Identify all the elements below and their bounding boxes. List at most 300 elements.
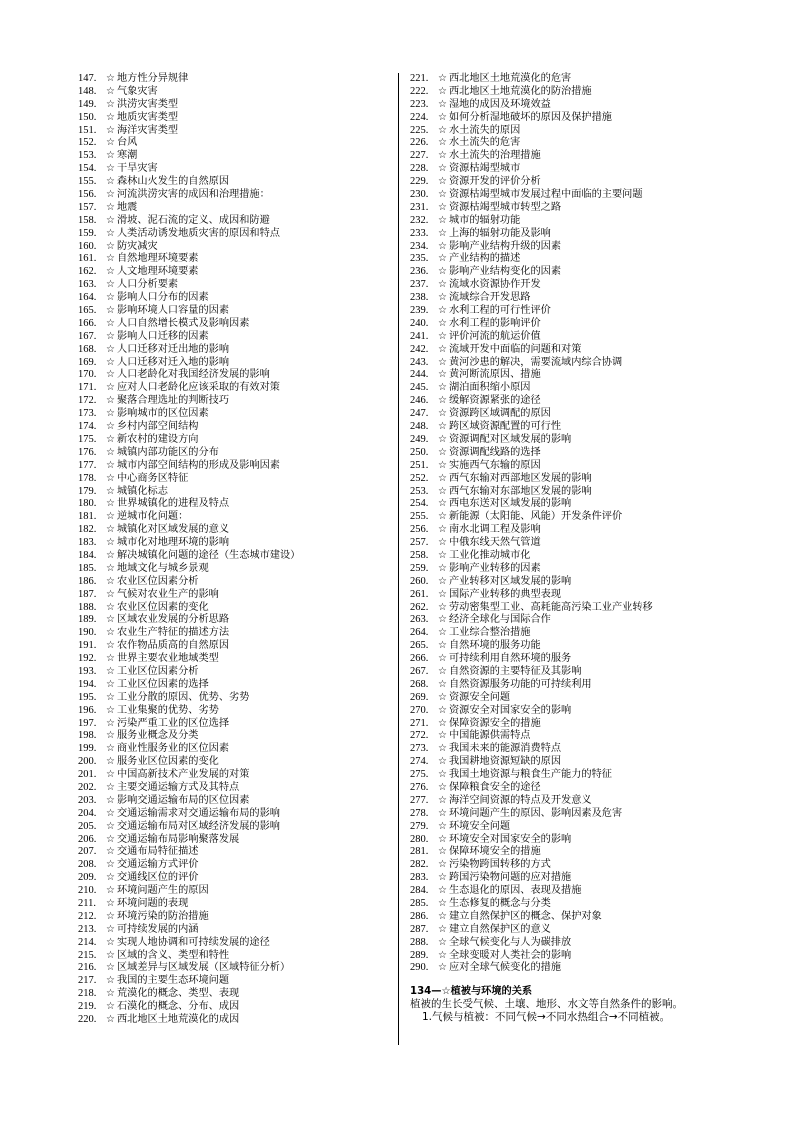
- item-text: 聚落合理选址的判断技巧: [117, 395, 230, 407]
- item-number: 237.: [410, 279, 429, 291]
- star-icon: ☆: [438, 150, 447, 162]
- item-number: 288.: [410, 936, 429, 948]
- item-text: 保障资源安全的措施: [449, 717, 541, 729]
- item-number: 222.: [410, 85, 429, 97]
- list-item: [410, 292, 740, 305]
- star-icon: ☆: [106, 498, 115, 510]
- star-icon: ☆: [438, 575, 447, 587]
- list-item: [78, 266, 396, 279]
- item-text: 如何分析湿地破坏的原因及保护措施: [449, 111, 612, 123]
- item-number: 203.: [78, 794, 97, 806]
- item-text: 工业集聚的优势、劣势: [117, 704, 219, 716]
- item-number: 182.: [78, 524, 97, 536]
- item-text: 可持续利用自然环境的服务: [449, 653, 572, 665]
- list-item: [410, 834, 740, 847]
- star-icon: ☆: [438, 395, 447, 407]
- item-number: 167.: [78, 330, 97, 342]
- list-item: [78, 86, 396, 99]
- star-icon: ☆: [106, 305, 115, 317]
- item-text: 区域差异与区域发展（区域特征分析）: [117, 962, 291, 974]
- item-number: 287.: [410, 923, 429, 935]
- item-text: 城镇化对区域发展的意义: [117, 524, 230, 536]
- item-number: 285.: [410, 898, 429, 909]
- item-number: 262.: [410, 601, 429, 613]
- item-text: 南水北调工程及影响: [449, 524, 541, 536]
- star-icon: ☆: [438, 923, 447, 935]
- item-text: 人文地理环境要素: [117, 266, 199, 278]
- item-number: 209.: [78, 872, 97, 884]
- star-icon: ☆: [106, 343, 115, 355]
- item-text: 国际产业转移的典型表现: [449, 588, 562, 600]
- item-text: 西气东输对东部地区发展的影响: [449, 485, 592, 497]
- star-icon: ☆: [438, 794, 447, 806]
- star-icon: ☆: [106, 85, 115, 97]
- item-text: 生态退化的原因、表现及措施: [449, 885, 582, 897]
- list-item: [410, 653, 740, 666]
- item-text: 地震: [117, 201, 138, 213]
- list-item: [78, 962, 396, 975]
- list-item: [410, 898, 740, 911]
- list-item: [410, 125, 740, 138]
- item-number: 156.: [78, 189, 97, 201]
- star-icon: ☆: [438, 756, 447, 768]
- item-number: 169.: [78, 356, 97, 368]
- star-icon: ☆: [106, 395, 115, 407]
- item-number: 229.: [410, 176, 429, 188]
- list-item: [78, 705, 396, 718]
- item-text: 产业结构的描述: [449, 253, 521, 265]
- item-number: 242.: [410, 343, 429, 355]
- star-icon: ☆: [106, 975, 115, 987]
- item-text: 黄河断流原因、措施: [449, 369, 541, 381]
- item-text: 资源调配线路的选择: [449, 446, 541, 458]
- list-item: [78, 975, 396, 988]
- star-icon: ☆: [106, 756, 115, 768]
- item-text: 西北地区土地荒漠化的危害: [449, 73, 572, 84]
- list-item: [410, 937, 740, 950]
- list-item: [410, 795, 740, 808]
- item-text: 世界城镇化的进程及特点: [117, 498, 230, 510]
- item-text: 服务业区位因素的变化: [117, 756, 219, 768]
- star-icon: ☆: [438, 691, 447, 703]
- star-icon: ☆: [438, 769, 447, 781]
- star-icon: ☆: [438, 537, 447, 549]
- item-number: 171.: [78, 382, 97, 394]
- list-item: [410, 589, 740, 602]
- list-item: [410, 614, 740, 627]
- item-number: 207.: [78, 846, 97, 858]
- list-item: [78, 911, 396, 924]
- item-text: 主要交通运输方式及其特点: [117, 781, 240, 793]
- star-icon: ☆: [438, 472, 447, 484]
- item-number: 151.: [78, 124, 97, 136]
- item-text: 资源枯竭型城市转型之路: [449, 201, 562, 213]
- star-icon: ☆: [438, 601, 447, 613]
- star-icon: ☆: [438, 382, 447, 394]
- list-item: [78, 137, 396, 150]
- list-item: [410, 718, 740, 731]
- list-item: [78, 589, 396, 602]
- item-text: 资源安全问题: [449, 691, 511, 703]
- star-icon: ☆: [438, 962, 447, 974]
- item-text: 城市的辐射功能: [449, 214, 521, 226]
- item-number: 226.: [410, 137, 429, 149]
- item-text: 资源跨区域调配的原因: [449, 408, 551, 420]
- star-icon: ☆: [438, 949, 447, 961]
- list-item: [78, 718, 396, 731]
- star-icon: ☆: [106, 214, 115, 226]
- star-icon: ☆: [106, 936, 115, 948]
- star-icon: ☆: [438, 369, 447, 381]
- star-icon: ☆: [106, 446, 115, 458]
- section-body: 植被的生长受气候、土壤、地形、水文等自然条件的影响。: [410, 998, 683, 1011]
- item-number: 185.: [78, 562, 97, 574]
- item-number: 248.: [410, 421, 429, 433]
- star-icon: ☆: [106, 575, 115, 587]
- right-column-list: [410, 73, 740, 975]
- star-icon: ☆: [106, 743, 115, 755]
- item-number: 261.: [410, 588, 429, 600]
- list-item: [78, 228, 396, 241]
- list-item: [78, 292, 396, 305]
- list-item: [78, 395, 396, 408]
- star-icon: ☆: [438, 614, 447, 626]
- star-icon: ☆: [438, 408, 447, 420]
- list-item: [78, 163, 396, 176]
- list-item: [78, 563, 396, 576]
- star-icon: ☆: [438, 305, 447, 317]
- list-item: [78, 408, 396, 421]
- list-item: [78, 550, 396, 563]
- item-text: 上海的辐射功能及影响: [449, 227, 551, 239]
- item-number: 210.: [78, 885, 97, 897]
- item-number: 269.: [410, 691, 429, 703]
- item-number: 228.: [410, 163, 429, 175]
- list-item: [410, 576, 740, 589]
- item-text: 防灾减灾: [117, 240, 158, 252]
- item-number: 276.: [410, 781, 429, 793]
- section-title: 134—☆植被与环境的关系: [410, 986, 533, 998]
- list-item: [78, 640, 396, 653]
- item-number: 239.: [410, 305, 429, 317]
- item-text: 干旱灾害: [117, 163, 158, 175]
- item-number: 197.: [78, 717, 97, 729]
- list-item: [410, 498, 740, 511]
- star-icon: ☆: [106, 472, 115, 484]
- star-icon: ☆: [106, 98, 115, 110]
- item-number: 257.: [410, 537, 429, 549]
- star-icon: ☆: [106, 240, 115, 252]
- item-number: 204.: [78, 807, 97, 819]
- star-icon: ☆: [438, 421, 447, 433]
- item-number: 223.: [410, 98, 429, 110]
- item-number: 265.: [410, 640, 429, 652]
- item-number: 217.: [78, 975, 97, 987]
- list-item: [410, 627, 740, 640]
- item-text: 人口分析要素: [117, 279, 179, 291]
- item-number: 250.: [410, 446, 429, 458]
- item-text: 台风: [117, 137, 138, 149]
- item-number: 235.: [410, 253, 429, 265]
- item-text: 人口迁移对迁入地的影响: [117, 356, 230, 368]
- item-text: 可持续发展的内涵: [117, 923, 199, 935]
- list-item: [410, 950, 740, 963]
- list-item: [78, 782, 396, 795]
- list-item: [78, 99, 396, 112]
- item-text: 逆城市化问题：: [117, 511, 189, 523]
- list-item: [78, 653, 396, 666]
- item-text: 水土流失的危害: [449, 137, 521, 149]
- star-icon: ☆: [438, 524, 447, 536]
- right-column: [410, 73, 740, 1024]
- item-number: 252.: [410, 472, 429, 484]
- list-item: [410, 421, 740, 434]
- list-item: [410, 99, 740, 112]
- list-item: [410, 447, 740, 460]
- item-text: 资源安全对国家安全的影响: [449, 704, 572, 716]
- list-item: [410, 846, 740, 859]
- star-icon: ☆: [438, 137, 447, 149]
- star-icon: ☆: [106, 1014, 115, 1026]
- item-number: 202.: [78, 781, 97, 793]
- item-text: 我国土地资源与粮食生产能力的特征: [449, 769, 612, 781]
- star-icon: ☆: [106, 820, 115, 832]
- item-text: 气象灾害: [117, 85, 158, 97]
- item-text: 交通运输布局影响聚落发展: [117, 833, 240, 845]
- list-item: [78, 189, 396, 202]
- star-icon: ☆: [106, 794, 115, 806]
- star-icon: ☆: [106, 769, 115, 781]
- list-item: [410, 705, 740, 718]
- item-number: 279.: [410, 820, 429, 832]
- star-icon: ☆: [438, 343, 447, 355]
- item-number: 205.: [78, 820, 97, 832]
- item-text: 水利工程的可行性评价: [449, 305, 551, 317]
- item-number: 213.: [78, 923, 97, 935]
- list-item: [410, 640, 740, 653]
- list-item: [410, 344, 740, 357]
- item-text: 污染严重工业的区位选择: [117, 717, 230, 729]
- item-number: 206.: [78, 833, 97, 845]
- star-icon: ☆: [438, 678, 447, 690]
- list-item: [78, 602, 396, 615]
- list-item: [78, 924, 396, 937]
- list-item: [410, 228, 740, 241]
- item-number: 147.: [78, 73, 97, 84]
- item-text: 交通线区位的评价: [117, 872, 199, 884]
- list-item: [410, 357, 740, 370]
- column-divider: [398, 73, 399, 1045]
- item-text: 区域的含义、类型和特性: [117, 949, 230, 961]
- item-text: 人口老龄化对我国经济发展的影响: [117, 369, 270, 381]
- list-item: [410, 318, 740, 331]
- star-icon: ☆: [438, 846, 447, 858]
- list-item: [410, 962, 740, 975]
- item-number: 266.: [410, 653, 429, 665]
- item-text: 环境问题产生的原因: [117, 885, 209, 897]
- star-icon: ☆: [438, 627, 447, 639]
- list-item: [410, 434, 740, 447]
- star-icon: ☆: [106, 898, 115, 909]
- item-number: 165.: [78, 305, 97, 317]
- star-icon: ☆: [106, 433, 115, 445]
- item-number: 172.: [78, 395, 97, 407]
- item-number: 238.: [410, 292, 429, 304]
- item-number: 177.: [78, 459, 97, 471]
- item-number: 284.: [410, 885, 429, 897]
- item-number: 166.: [78, 317, 97, 329]
- list-item: [78, 537, 396, 550]
- item-number: 246.: [410, 395, 429, 407]
- list-item: [410, 679, 740, 692]
- star-icon: ☆: [106, 163, 115, 175]
- list-item: [410, 395, 740, 408]
- item-text: 影响人口迁移的因素: [117, 330, 209, 342]
- list-item: [78, 756, 396, 769]
- item-number: 152.: [78, 137, 97, 149]
- item-text: 生态修复的概念与分类: [449, 898, 551, 909]
- item-text: 跨国污染物问题的应对措施: [449, 872, 572, 884]
- item-number: 215.: [78, 949, 97, 961]
- item-number: 173.: [78, 408, 97, 420]
- item-number: 234.: [410, 240, 429, 252]
- star-icon: ☆: [106, 279, 115, 291]
- list-item: [78, 344, 396, 357]
- item-text: 城市内部空间结构的形成及影响因素: [117, 459, 280, 471]
- star-icon: ☆: [106, 111, 115, 123]
- list-item: [78, 730, 396, 743]
- star-icon: ☆: [438, 549, 447, 561]
- list-item: [410, 486, 740, 499]
- star-icon: ☆: [106, 640, 115, 652]
- item-number: 290.: [410, 962, 429, 974]
- item-number: 286.: [410, 910, 429, 922]
- item-number: 193.: [78, 665, 97, 677]
- star-icon: ☆: [438, 653, 447, 665]
- star-icon: ☆: [438, 227, 447, 239]
- item-number: 231.: [410, 201, 429, 213]
- item-text: 环境问题产生的原因、影响因素及危害: [449, 807, 623, 819]
- item-number: 155.: [78, 176, 97, 188]
- list-item: [78, 253, 396, 266]
- item-text: 中俄东线天然气管道: [449, 537, 541, 549]
- item-text: 滑坡、泥石流的定义、成因和防避: [117, 214, 270, 226]
- item-number: 170.: [78, 369, 97, 381]
- list-item: [78, 614, 396, 627]
- item-text: 流域开发中面临的问题和对策: [449, 343, 582, 355]
- star-icon: ☆: [438, 833, 447, 845]
- star-icon: ☆: [438, 859, 447, 871]
- star-icon: ☆: [106, 292, 115, 304]
- star-icon: ☆: [106, 665, 115, 677]
- star-icon: ☆: [106, 781, 115, 793]
- item-text: 影响产业结构变化的因素: [449, 266, 562, 278]
- star-icon: ☆: [106, 962, 115, 974]
- item-text: 保障粮食安全的途径: [449, 781, 541, 793]
- star-icon: ☆: [438, 820, 447, 832]
- item-number: 190.: [78, 627, 97, 639]
- item-text: 缓解资源紧张的途径: [449, 395, 541, 407]
- star-icon: ☆: [438, 807, 447, 819]
- item-text: 城市化对地理环境的影响: [117, 537, 230, 549]
- item-number: 153.: [78, 150, 97, 162]
- list-item: [410, 511, 740, 524]
- item-text: 中心商务区特征: [117, 472, 189, 484]
- item-number: 201.: [78, 769, 97, 781]
- star-icon: ☆: [438, 253, 447, 265]
- item-number: 264.: [410, 627, 429, 639]
- list-item: [78, 176, 396, 189]
- item-text: 区域农业发展的分析思路: [117, 614, 230, 626]
- item-text: 中国高新技术产业发展的对策: [117, 769, 250, 781]
- item-number: 149.: [78, 98, 97, 110]
- star-icon: ☆: [106, 421, 115, 433]
- item-number: 160.: [78, 240, 97, 252]
- item-text: 建立自然保护区的意义: [449, 923, 551, 935]
- list-item: [410, 241, 740, 254]
- list-item: [410, 769, 740, 782]
- list-item: [410, 859, 740, 872]
- item-text: 寒潮: [117, 150, 138, 162]
- list-item: [78, 885, 396, 898]
- list-item: [410, 782, 740, 795]
- item-text: 我国未来的能源消费特点: [449, 743, 562, 755]
- item-text: 保障环境安全的措施: [449, 846, 541, 858]
- list-item: [78, 486, 396, 499]
- item-text: 污染物跨国转移的方式: [449, 859, 551, 871]
- list-item: [78, 950, 396, 963]
- list-item: [78, 331, 396, 344]
- item-text: 商业性服务业的区位因素: [117, 743, 230, 755]
- item-text: 资源开发的评价分析: [449, 176, 541, 188]
- item-text: 新能源（太阳能、风能）开发条件评价: [449, 511, 623, 523]
- item-text: 影响交通运输布局的区位因素: [117, 794, 250, 806]
- item-text: 洪涝灾害类型: [117, 98, 179, 110]
- item-text: 地质灾害类型: [117, 111, 179, 123]
- item-number: 254.: [410, 498, 429, 510]
- item-number: 251.: [410, 459, 429, 471]
- item-number: 270.: [410, 704, 429, 716]
- list-item: [78, 743, 396, 756]
- star-icon: ☆: [106, 485, 115, 497]
- list-item: [78, 498, 396, 511]
- list-item: [410, 537, 740, 550]
- star-icon: ☆: [106, 369, 115, 381]
- list-item: [78, 357, 396, 370]
- star-icon: ☆: [106, 923, 115, 935]
- item-number: 280.: [410, 833, 429, 845]
- star-icon: ☆: [438, 898, 447, 909]
- item-text: 劳动密集型工业、高耗能高污染工业产业转移: [449, 601, 653, 613]
- item-text: 交通运输方式评价: [117, 859, 199, 871]
- item-number: 183.: [78, 537, 97, 549]
- list-item: [78, 382, 396, 395]
- star-icon: ☆: [438, 640, 447, 652]
- star-icon: ☆: [106, 691, 115, 703]
- item-text: 人口自然增长模式及影响因素: [117, 317, 250, 329]
- item-text: 环境污染的防治措施: [117, 910, 209, 922]
- item-number: 259.: [410, 562, 429, 574]
- item-number: 260.: [410, 575, 429, 587]
- list-item: [410, 86, 740, 99]
- star-icon: ☆: [438, 511, 447, 523]
- star-icon: ☆: [106, 253, 115, 265]
- item-number: 179.: [78, 485, 97, 497]
- star-icon: ☆: [106, 537, 115, 549]
- item-text: 农业区位因素的变化: [117, 601, 209, 613]
- item-number: 273.: [410, 743, 429, 755]
- list-item: [410, 137, 740, 150]
